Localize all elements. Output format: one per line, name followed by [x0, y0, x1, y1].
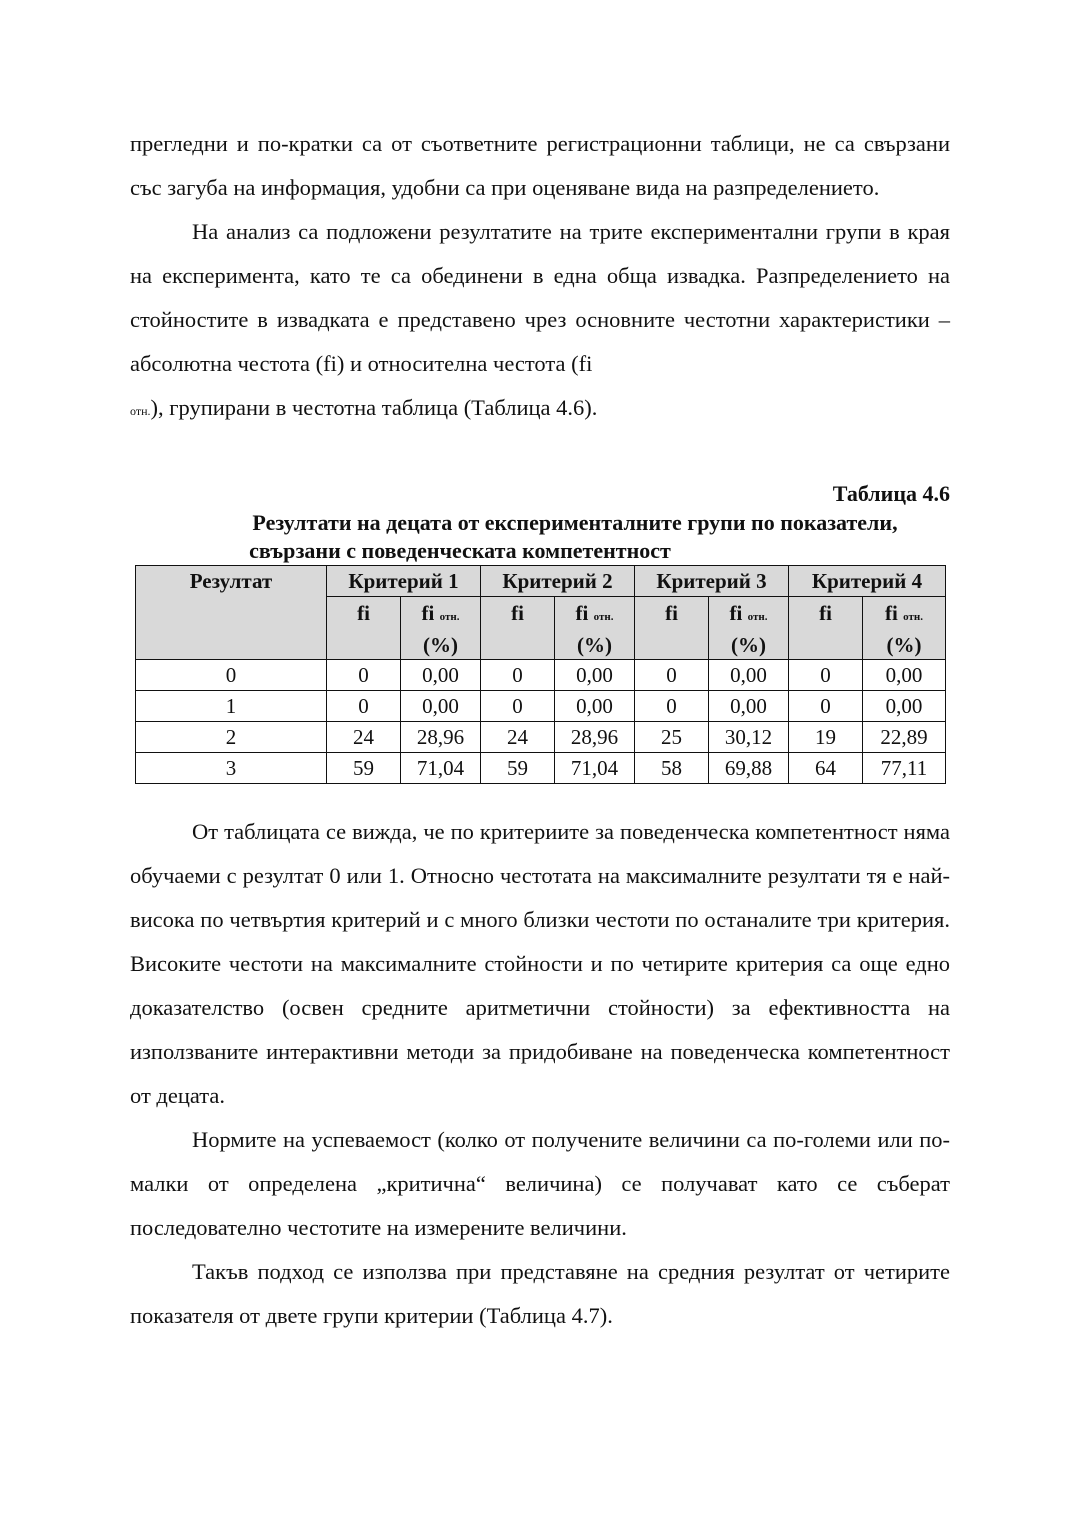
- header-criterion-3: Критерий 3: [635, 566, 789, 597]
- header-criterion-2: Критерий 2: [481, 566, 635, 597]
- table-cell: 30,12: [709, 722, 789, 753]
- table-cell: 28,96: [401, 722, 481, 753]
- header-result: Резултат: [136, 566, 327, 660]
- table-cell: 0,00: [863, 660, 946, 691]
- fi-rel-label: fi: [729, 601, 743, 625]
- table-cell: 25: [635, 722, 709, 753]
- table-row: [136, 722, 946, 753]
- header-fi-rel: [709, 597, 789, 660]
- header-fi-rel: [555, 597, 635, 660]
- table-cell: 0: [635, 660, 709, 691]
- table-cell: 0,00: [709, 691, 789, 722]
- table-cell: 58: [635, 753, 709, 784]
- table-cell: 28,96: [555, 722, 635, 753]
- table-cell: 0: [481, 691, 555, 722]
- table-cell: 59: [327, 753, 401, 784]
- pct-label: (%): [886, 633, 922, 657]
- table-title: [130, 509, 950, 565]
- table-cell: 1: [136, 691, 327, 722]
- header-fi: fi: [327, 597, 401, 660]
- table-row: [136, 660, 946, 691]
- table-label: Таблица 4.6: [832, 481, 950, 506]
- pct-label: (%): [731, 633, 766, 657]
- table-cell: 64: [789, 753, 863, 784]
- results-table: [135, 565, 946, 784]
- table-row: [136, 753, 946, 784]
- paragraph-1: прегледни и по-кратки са от съответните регистрационни таблици, не са свързани със загуба на информация, удобни са при оценяване вида на разпределението.: [130, 131, 950, 200]
- analysis-text: [130, 810, 950, 1338]
- paragraph-2-tail: ), групирани в честотна таблица (Таблица 4.6).: [150, 395, 598, 420]
- table-cell: 0,00: [401, 691, 481, 722]
- table-cell: 0: [327, 660, 401, 691]
- table-cell: 71,04: [555, 753, 635, 784]
- fi-rel-label: fi: [421, 601, 435, 625]
- fi-rel-sub: отн.: [439, 611, 460, 623]
- paragraph-2-subscript: отн.: [130, 404, 151, 418]
- table-cell: 0: [789, 691, 863, 722]
- paragraph-3: От таблицата се вижда, че по критериите за поведенческа компетентност няма обучаеми с резултат 0 или 1. Относно честотата на максималните резултати тя е най-висока по четвъртия критерий и с много близки честоти по останалите три критерия. Високите честоти на максималните стойности и по четирите критерия са още едно доказателство (освен средните аритметични стойности) за ефективността на използваните интерактивни методи за придобиване на поведенческа компетентност от децата.: [130, 819, 950, 1108]
- table-cell: 24: [481, 722, 555, 753]
- fi-rel-sub: отн.: [747, 611, 768, 623]
- fi-rel-label: fi: [575, 601, 589, 625]
- table-cell: 77,11: [863, 753, 946, 784]
- table-cell: 69,88: [709, 753, 789, 784]
- table-cell: 24: [327, 722, 401, 753]
- table-title-line-1: Резултати на децата от експерименталните групи по показатели,: [252, 510, 898, 535]
- table-cell: 0: [635, 691, 709, 722]
- table-cell: 3: [136, 753, 327, 784]
- fi-rel-sub: отн.: [903, 611, 923, 623]
- header-criterion-1: Критерий 1: [327, 566, 481, 597]
- table-title-line-2: свързани с поведенческата компетентност: [249, 538, 671, 563]
- table-cell: 0: [136, 660, 327, 691]
- pct-label: (%): [423, 633, 458, 657]
- table-cell: 0,00: [401, 660, 481, 691]
- table-cell: 19: [789, 722, 863, 753]
- table-cell: 0,00: [555, 691, 635, 722]
- table-cell: 22,89: [863, 722, 946, 753]
- paragraph-5: Такъв подход се използва при представяне на средния резултат от четирите показателя от двете групи критерии (Таблица 4.7).: [130, 1259, 950, 1328]
- header-fi-rel: [401, 597, 481, 660]
- header-fi: fi: [635, 597, 709, 660]
- table-row: [136, 691, 946, 722]
- paragraph-2-text: На анализ са подложени резултатите на трите експериментални групи в края на експеримента, като те са обединени в една обща извадка. Разпределението на стойностите в извадката е представено чрез основните честотни характеристики – абсолютна честота (fi) и относителна честота (fi: [130, 219, 950, 376]
- table-cell: 0,00: [709, 660, 789, 691]
- header-fi-rel: [863, 597, 946, 660]
- table-cell: 0,00: [555, 660, 635, 691]
- table-cell: 0: [327, 691, 401, 722]
- pct-label: (%): [577, 633, 612, 657]
- paragraph-2: [130, 210, 950, 433]
- table-cell: 2: [136, 722, 327, 753]
- table-cell: 0,00: [863, 691, 946, 722]
- table-cell: 71,04: [401, 753, 481, 784]
- fi-rel-sub: отн.: [593, 611, 614, 623]
- fi-rel-label: fi: [885, 601, 898, 625]
- header-fi: fi: [789, 597, 863, 660]
- intro-text: [130, 122, 950, 433]
- table-cell: 0: [789, 660, 863, 691]
- table-cell: 0: [481, 660, 555, 691]
- header-fi: fi: [481, 597, 555, 660]
- table-cell: 59: [481, 753, 555, 784]
- paragraph-4: Нормите на успеваемост (колко от получените величини са по-големи или по-малки от определена „критична“ величина) се получават като се съберат последователно честотите на измерените величини.: [130, 1127, 950, 1240]
- header-criterion-4: Критерий 4: [789, 566, 946, 597]
- table-header-row: [136, 566, 946, 597]
